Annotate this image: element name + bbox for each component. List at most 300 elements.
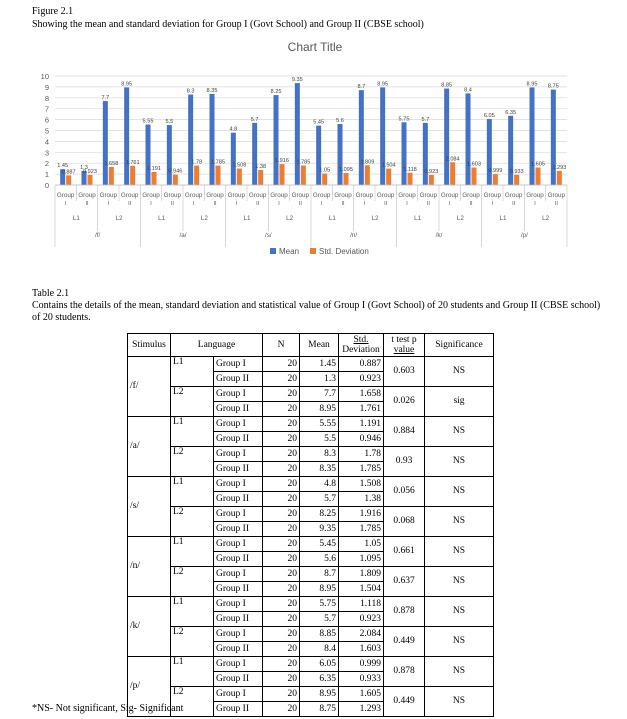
sd-cell: 1.761 — [339, 402, 384, 417]
y-tick-label: 8 — [44, 93, 49, 103]
sd-data-label: 0.946 — [168, 168, 183, 175]
x-group-label: Group — [504, 192, 523, 199]
significance-cell: NS — [425, 627, 494, 657]
p-value-cell: 0.637 — [384, 567, 425, 597]
mean-cell: 7.7 — [300, 387, 339, 402]
table-row — [128, 417, 494, 432]
sd-cell: 1.05 — [339, 537, 384, 552]
p-value-cell: 0.884 — [384, 417, 425, 447]
level-cell: L2 — [171, 567, 214, 597]
sd-data-label: 1.78 — [191, 159, 203, 166]
p-value-cell: 0.661 — [384, 537, 425, 567]
mean-cell: 9.35 — [300, 522, 339, 537]
x-level-label: L2 — [371, 215, 379, 222]
table-row — [128, 507, 494, 522]
n-cell: 20 — [263, 567, 300, 582]
y-tick-label: 10 — [40, 72, 49, 81]
mean-cell: 1.45 — [300, 357, 339, 372]
y-tick-label: 1 — [44, 170, 49, 180]
x-group-numeral: I — [235, 201, 238, 207]
header-n: N — [263, 334, 300, 357]
p-value-cell: 0.449 — [384, 687, 425, 717]
mean-bar — [444, 89, 449, 185]
mean-cell: 8.25 — [300, 507, 339, 522]
sd-cell: 1.118 — [339, 597, 384, 612]
n-cell: 20 — [263, 432, 300, 447]
header-mean: Mean — [300, 334, 339, 357]
sd-cell: 0.923 — [339, 372, 384, 387]
sd-bar — [301, 166, 306, 185]
sd-cell: 0.999 — [339, 657, 384, 672]
sd-bar — [322, 174, 327, 185]
sd-bar — [344, 173, 349, 185]
sd-data-label: 1.191 — [147, 166, 161, 173]
mean-cell: 6.05 — [300, 657, 339, 672]
x-group-label: Group — [270, 192, 288, 199]
mean-cell: 5.55 — [300, 417, 339, 432]
group-cell: Group II — [214, 642, 263, 657]
sd-data-label: 1.095 — [339, 167, 353, 174]
x-stimulus-label: /p/ — [520, 232, 528, 239]
sd-cell: 1.504 — [339, 582, 384, 597]
sd-cell: 0.933 — [339, 672, 384, 687]
x-group-label: Group — [398, 192, 416, 199]
y-tick-label: 6 — [44, 115, 49, 125]
legend-sd-label: Std. Deviation — [319, 247, 369, 256]
x-group-label: Group — [184, 192, 203, 199]
sd-bar — [472, 168, 477, 185]
sd-data-label: 1.603 — [467, 161, 481, 168]
sd-data-label: 0.999 — [488, 168, 503, 175]
n-cell: 20 — [263, 522, 300, 537]
mean-data-label: 5.6 — [336, 117, 344, 124]
header-significance: Significance — [425, 334, 494, 357]
table-row — [128, 477, 494, 492]
sd-bar — [173, 175, 178, 185]
sd-bar — [408, 173, 413, 185]
group-cell: Group II — [214, 582, 263, 597]
x-group-label: Group — [163, 192, 182, 199]
mean-cell: 8.95 — [300, 687, 339, 702]
y-tick-label: 4 — [44, 137, 49, 147]
x-group-label: Group — [547, 192, 566, 199]
x-group-label: Group — [142, 192, 160, 199]
n-cell: 20 — [263, 672, 300, 687]
significance-cell: NS — [425, 417, 494, 447]
table-row — [128, 627, 494, 642]
mean-bar — [231, 133, 236, 185]
n-cell: 20 — [263, 702, 300, 717]
mean-data-label: 7.7 — [101, 95, 110, 102]
p-value-cell: 0.878 — [384, 657, 425, 687]
sd-cell: 0.887 — [339, 357, 384, 372]
x-level-label: L2 — [200, 215, 208, 222]
level-cell: L1 — [171, 477, 214, 507]
significance-cell: NS — [425, 357, 494, 387]
sd-bar — [429, 175, 434, 185]
sd-bar — [450, 162, 455, 185]
header-t-test — [384, 334, 425, 357]
mean-data-label: 1.45 — [57, 163, 69, 170]
mean-cell: 8.95 — [300, 402, 339, 417]
level-cell: L2 — [171, 387, 214, 417]
sd-data-label: 0.933 — [509, 168, 524, 175]
mean-data-label: 9.35 — [291, 77, 303, 84]
mean-data-label: 1.3 — [80, 164, 88, 171]
table-row — [128, 567, 494, 582]
p-value-cell: 0.93 — [384, 447, 425, 477]
legend-sd-swatch — [310, 248, 316, 254]
mean-data-label: 6.35 — [505, 109, 517, 116]
sd-cell: 1.809 — [339, 567, 384, 582]
header-std-line2: Deviation — [342, 345, 380, 355]
x-group-numeral: II — [256, 201, 260, 207]
mean-data-label: 8.75 — [547, 83, 559, 90]
x-group-numeral: II — [85, 201, 89, 207]
x-group-numeral: I — [107, 201, 110, 207]
x-group-label: Group — [334, 192, 352, 199]
group-cell: Group I — [214, 447, 263, 462]
significance-cell: NS — [425, 567, 494, 597]
p-value-cell: 0.026 — [384, 387, 425, 417]
group-cell: Group II — [214, 432, 263, 447]
mean-bar — [295, 83, 300, 185]
x-group-label: Group — [376, 192, 395, 199]
table-row — [128, 357, 494, 372]
group-cell: Group II — [214, 612, 263, 627]
significance-cell: NS — [425, 657, 494, 687]
stimulus-cell: /n/ — [128, 537, 171, 597]
sd-cell: 1.658 — [339, 387, 384, 402]
mean-bar — [252, 123, 257, 185]
mean-data-label: 8.25 — [270, 89, 282, 96]
header-t-line2: value — [393, 345, 415, 355]
group-cell: Group I — [214, 537, 263, 552]
group-cell: Group I — [214, 627, 263, 642]
header-t-line1: t test p — [391, 335, 417, 345]
stimulus-cell: /a/ — [128, 417, 171, 477]
x-group-numeral: II — [298, 201, 302, 207]
x-group-label: Group — [526, 192, 544, 199]
mean-data-label: 8.7 — [357, 84, 366, 91]
group-cell: Group I — [214, 687, 263, 702]
mean-bar — [380, 87, 385, 185]
group-cell: Group II — [214, 672, 263, 687]
mean-bar — [316, 126, 321, 185]
sd-bar — [88, 175, 93, 185]
n-cell: 20 — [263, 462, 300, 477]
x-group-label: Group — [462, 192, 480, 199]
group-cell: Group I — [214, 357, 263, 372]
sd-data-label: 1.605 — [531, 161, 545, 168]
mean-bar — [188, 95, 193, 185]
x-group-label: Group — [56, 192, 75, 199]
stimulus-cell: /f/ — [128, 357, 171, 417]
sd-bar — [386, 169, 391, 185]
group-cell: Group II — [214, 552, 263, 567]
mean-data-label: 4.8 — [229, 126, 238, 133]
mean-data-label: 8.85 — [441, 82, 453, 89]
mean-cell: 8.95 — [300, 582, 339, 597]
sd-cell: 1.603 — [339, 642, 384, 657]
group-cell: Group II — [214, 702, 263, 717]
x-group-numeral: I — [320, 201, 323, 207]
sd-data-label: 1.293 — [552, 164, 567, 171]
table-label: Table 2.1 — [32, 288, 70, 299]
x-group-numeral: II — [128, 201, 132, 207]
sd-cell: 1.095 — [339, 552, 384, 567]
sd-cell: 2.084 — [339, 627, 384, 642]
x-level-label: L2 — [456, 215, 464, 222]
x-group-label: Group — [78, 192, 96, 199]
p-value-cell: 0.878 — [384, 597, 425, 627]
level-cell: L2 — [171, 627, 214, 657]
table-row — [128, 387, 494, 402]
n-cell: 20 — [263, 552, 300, 567]
sd-cell: 1.785 — [339, 462, 384, 477]
x-group-numeral: I — [363, 201, 366, 207]
sd-bar — [514, 175, 519, 185]
sd-cell: 1.508 — [339, 477, 384, 492]
sd-bar — [536, 168, 541, 185]
table-row — [128, 537, 494, 552]
mean-bar — [338, 124, 343, 185]
group-cell: Group I — [214, 567, 263, 582]
group-cell: Group I — [214, 597, 263, 612]
group-cell: Group II — [214, 462, 263, 477]
level-cell: L1 — [171, 597, 214, 627]
mean-data-label: 5.55 — [142, 118, 154, 125]
mean-data-label: 8.95 — [121, 81, 133, 88]
sd-data-label: 1.05 — [319, 167, 331, 174]
x-group-numeral: II — [469, 201, 473, 207]
n-cell: 20 — [263, 417, 300, 432]
sd-cell: 1.78 — [339, 447, 384, 462]
p-value-cell: 0.056 — [384, 477, 425, 507]
n-cell: 20 — [263, 537, 300, 552]
mean-cell: 5.7 — [300, 492, 339, 507]
n-cell: 20 — [263, 597, 300, 612]
n-cell: 20 — [263, 657, 300, 672]
mean-cell: 5.5 — [300, 432, 339, 447]
x-level-label: L1 — [499, 215, 507, 222]
sd-data-label: 1.761 — [125, 159, 140, 166]
x-group-numeral: II — [213, 201, 217, 207]
n-cell: 20 — [263, 612, 300, 627]
y-tick-label: 7 — [44, 104, 49, 114]
significance-cell: NS — [425, 687, 494, 717]
mean-data-label: 8.35 — [206, 87, 218, 94]
significance-cell: NS — [425, 537, 494, 567]
x-group-numeral: I — [192, 201, 195, 207]
sd-bar — [493, 174, 498, 185]
mean-bar — [146, 125, 151, 185]
header-language: Language — [171, 334, 263, 357]
y-tick-label: 9 — [44, 82, 49, 92]
mean-data-label: 5.7 — [250, 116, 259, 123]
sd-data-label: 1.118 — [403, 166, 417, 173]
x-group-numeral: I — [150, 201, 152, 207]
n-cell: 20 — [263, 357, 300, 372]
mean-cell: 8.4 — [300, 642, 339, 657]
group-cell: Group II — [214, 492, 263, 507]
x-level-label: L1 — [328, 215, 336, 222]
n-cell: 20 — [263, 507, 300, 522]
group-cell: Group II — [214, 522, 263, 537]
sd-data-label: 1.38 — [255, 163, 267, 170]
x-group-label: Group — [206, 192, 224, 199]
sd-bar — [194, 166, 199, 185]
table-row — [128, 447, 494, 462]
mean-bar — [402, 122, 407, 185]
level-cell: L2 — [171, 687, 214, 717]
table-header-row — [128, 334, 494, 357]
x-group-numeral: I — [534, 201, 536, 207]
x-group-label: Group — [248, 192, 267, 199]
x-stimulus-label: /s/ — [265, 232, 272, 239]
x-group-numeral: I — [278, 201, 280, 207]
sd-data-label: 2.084 — [445, 156, 460, 163]
x-group-label: Group — [99, 192, 118, 199]
header-std-deviation — [339, 334, 384, 357]
mean-cell: 5.6 — [300, 552, 339, 567]
legend-mean-swatch — [270, 248, 276, 254]
bar-chart — [30, 34, 600, 264]
p-value-cell: 0.068 — [384, 507, 425, 537]
sd-bar — [130, 166, 135, 185]
x-group-label: Group — [483, 192, 502, 199]
n-cell: 20 — [263, 402, 300, 417]
mean-bar — [167, 125, 172, 185]
x-level-label: L2 — [542, 215, 550, 222]
group-cell: Group I — [214, 417, 263, 432]
header-std-line1: Std. — [353, 335, 369, 345]
table-row — [128, 687, 494, 702]
sd-data-label: 1.809 — [360, 159, 375, 166]
x-stimulus-label: /a/ — [179, 232, 187, 239]
mean-cell: 8.7 — [300, 567, 339, 582]
x-level-label: L1 — [72, 215, 80, 222]
x-level-label: L1 — [243, 215, 251, 222]
significance-cell: NS — [425, 447, 494, 477]
sd-data-label: 1.508 — [232, 162, 247, 169]
n-cell: 20 — [263, 642, 300, 657]
x-group-numeral: II — [512, 201, 516, 207]
mean-cell: 1.3 — [300, 372, 339, 387]
x-group-numeral: II — [384, 201, 388, 207]
x-group-numeral: I — [448, 201, 451, 207]
x-group-label: Group — [120, 192, 139, 199]
p-value-cell: 0.449 — [384, 627, 425, 657]
mean-cell: 8.85 — [300, 627, 339, 642]
mean-bar — [423, 123, 428, 185]
table-row — [128, 597, 494, 612]
figure-caption: Showing the mean and standard deviation for Group I (Govt School) and Group II (CBSE school) — [32, 19, 424, 30]
x-stimulus-label: /k/ — [435, 232, 443, 239]
footnote: *NS- Not significant, Sig- Significant — [32, 703, 184, 714]
group-cell: Group II — [214, 372, 263, 387]
sd-cell: 1.785 — [339, 522, 384, 537]
sd-cell: 1.38 — [339, 492, 384, 507]
significance-cell: sig — [425, 387, 494, 417]
x-group-label: Group — [419, 192, 438, 199]
table-row — [128, 657, 494, 672]
n-cell: 20 — [263, 492, 300, 507]
sd-data-label: 0.923 — [424, 168, 439, 175]
mean-bar — [274, 95, 279, 185]
mean-data-label: 8.4 — [464, 87, 472, 94]
n-cell: 20 — [263, 447, 300, 462]
sd-bar — [280, 164, 285, 185]
x-group-numeral: I — [64, 201, 67, 207]
n-cell: 20 — [263, 627, 300, 642]
mean-cell: 5.45 — [300, 537, 339, 552]
x-group-label: Group — [355, 192, 374, 199]
header-stimulus: Stimulus — [128, 334, 171, 357]
mean-bar — [530, 87, 535, 185]
x-level-label: L1 — [414, 215, 422, 222]
x-level-label: L1 — [158, 215, 166, 222]
sd-data-label: 1.658 — [104, 160, 119, 167]
x-group-numeral: II — [341, 201, 345, 207]
mean-cell: 4.8 — [300, 477, 339, 492]
mean-cell: 8.3 — [300, 447, 339, 462]
sd-cell: 0.946 — [339, 432, 384, 447]
significance-cell: NS — [425, 507, 494, 537]
sd-cell: 1.605 — [339, 687, 384, 702]
mean-cell: 5.75 — [300, 597, 339, 612]
mean-data-label: 8.95 — [526, 81, 538, 88]
sd-bar — [216, 166, 221, 185]
y-tick-label: 5 — [44, 126, 49, 136]
mean-bar — [210, 94, 215, 185]
stimulus-cell: /k/ — [128, 597, 171, 657]
mean-data-label: 6.05 — [483, 113, 495, 120]
level-cell: L2 — [171, 447, 214, 477]
x-group-numeral: I — [406, 201, 408, 207]
results-table — [127, 333, 494, 717]
sd-bar — [152, 172, 157, 185]
group-cell: Group I — [214, 507, 263, 522]
x-group-label: Group — [291, 192, 310, 199]
mean-data-label: 8.95 — [377, 81, 389, 88]
stimulus-cell: /p/ — [128, 657, 171, 717]
n-cell: 20 — [263, 477, 300, 492]
group-cell: Group I — [214, 477, 263, 492]
x-stimulus-label: /f/ — [95, 232, 101, 239]
level-cell: L1 — [171, 657, 214, 687]
chart-title: Chart Title — [287, 40, 343, 54]
figure-label: Figure 2.1 — [32, 6, 74, 17]
mean-bar — [124, 87, 129, 185]
table-caption: Contains the details of the mean, standard deviation and statistical value of Group I (Govt School) of 20 students and Group II (CBSE school) of 20 students. — [32, 300, 601, 323]
y-tick-label: 0 — [44, 181, 49, 190]
level-cell: L1 — [171, 357, 214, 387]
level-cell: L1 — [171, 537, 214, 567]
mean-bar — [103, 101, 108, 185]
mean-data-label: 5.7 — [421, 116, 430, 123]
n-cell: 20 — [263, 687, 300, 702]
legend-mean-label: Mean — [279, 247, 300, 256]
y-tick-label: 2 — [44, 159, 49, 169]
x-group-numeral: II — [426, 201, 430, 207]
level-cell: L1 — [171, 417, 214, 447]
sd-data-label: 1.785 — [296, 159, 311, 166]
sd-cell: 1.293 — [339, 702, 384, 717]
x-group-numeral: II — [554, 201, 558, 207]
sd-cell: 1.916 — [339, 507, 384, 522]
x-level-label: L2 — [115, 215, 123, 222]
